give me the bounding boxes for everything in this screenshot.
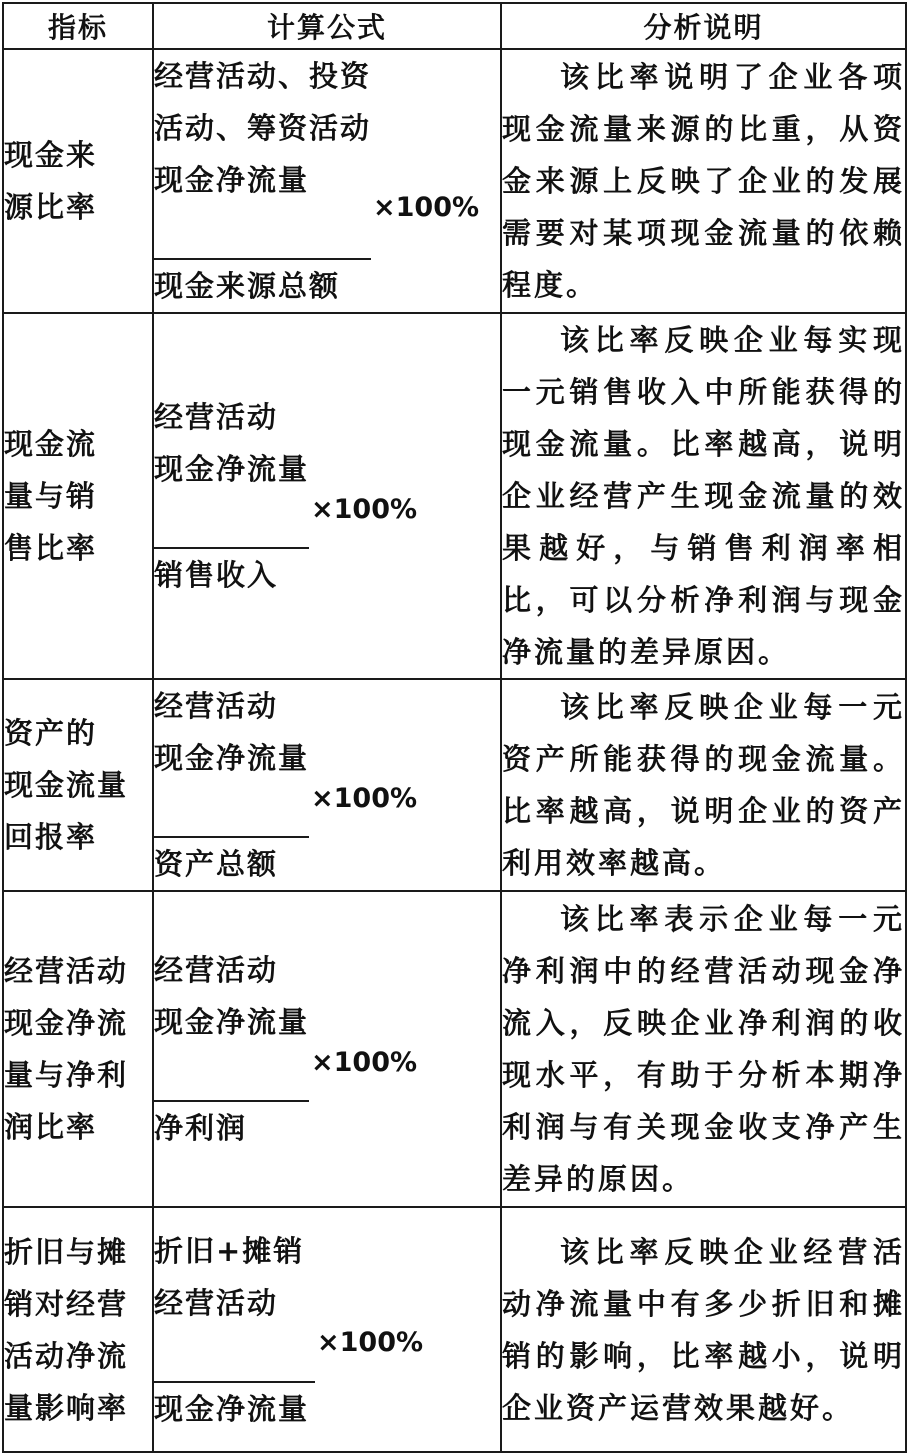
- indicator-line: 量影响率: [4, 1390, 129, 1425]
- formula-fraction: [154, 391, 417, 601]
- analysis-cell: [501, 1207, 906, 1452]
- formula-fraction: [154, 1225, 423, 1435]
- formula-multiplier: ×100%: [317, 1327, 424, 1358]
- numerator-line: 经营活动: [154, 953, 279, 987]
- formula-multiplier: ×100%: [311, 493, 418, 525]
- numerator-line: 经营活动: [154, 1285, 279, 1320]
- formula-fraction: [154, 680, 417, 890]
- indicator-cell: [3, 49, 153, 313]
- indicator-cell: [3, 891, 153, 1207]
- formula-fraction: [154, 50, 479, 312]
- formula-multiplier: ×100%: [373, 191, 480, 223]
- numerator-line: 经营活动、投资: [154, 59, 372, 93]
- indicator-line: 润比率: [4, 1110, 98, 1144]
- indicator-cell: [3, 313, 153, 679]
- formula-multiplier: ×100%: [311, 782, 418, 814]
- formula-denominator: 资产总额: [154, 836, 309, 890]
- analysis-text: 该比率反映企业每一元资产所能获得的现金流量。比率越高，说明企业的资产利用效率越高。: [502, 690, 905, 880]
- analysis-text: 该比率表示企业每一元净利润中的经营活动现金净流入，反映企业净利润的收现水平，有助于分析本期净利润与有关现金收支净产生差异的原因。: [502, 902, 905, 1196]
- formula-numerator: [154, 1225, 315, 1372]
- indicator-line: 源比率: [4, 190, 98, 224]
- formula-denominator: 净利润: [154, 1100, 309, 1154]
- analysis-cell: [501, 313, 906, 679]
- table-row: [3, 679, 906, 891]
- table-row: [3, 1207, 906, 1452]
- numerator-line: 经营活动: [154, 689, 279, 723]
- numerator-line: 折旧+摊销: [154, 1233, 305, 1268]
- numerator-line: 现金净流量: [154, 452, 310, 486]
- header-row: [3, 3, 906, 49]
- formula-fraction: [154, 944, 417, 1154]
- indicator-line: 销对经营: [4, 1286, 129, 1321]
- formula-numerator: [154, 944, 309, 1091]
- analysis-text: 该比率反映企业每实现一元销售收入中所能获得的现金流量。比率越高，说明企业经营产生现金流量的效果越好，与销售利润率相比，可以分析净利润与现金净流量的差异原因。: [502, 323, 905, 669]
- indicator-cell: [3, 1207, 153, 1452]
- header-analysis: 分析说明: [501, 3, 906, 49]
- indicator-line: 资产的: [4, 716, 98, 750]
- indicator-line: 活动净流: [4, 1338, 129, 1373]
- table-row: [3, 49, 906, 313]
- indicator-line: 现金来: [4, 138, 98, 172]
- numerator-line: 活动、筹资活动: [154, 111, 372, 145]
- numerator-line: 现金净流量: [154, 1005, 310, 1039]
- indicator-line: 现金净流: [4, 1006, 129, 1040]
- indicator-line: 折旧与摊: [4, 1234, 129, 1269]
- table-row: [3, 891, 906, 1207]
- formula-numerator: [154, 391, 309, 538]
- indicator-line: 回报率: [4, 820, 98, 854]
- formula-numerator: [154, 50, 371, 249]
- indicator-line: 经营活动: [4, 954, 129, 988]
- analysis-text: 该比率反映企业经营活动净流量中有多少折旧和摊销的影响，比率越小，说明企业资产运营效果越好。: [502, 1234, 905, 1425]
- formula-numerator: [154, 680, 309, 827]
- formula-cell: [153, 679, 501, 891]
- formula-cell: [153, 891, 501, 1207]
- indicator-line: 现金流: [4, 427, 98, 461]
- ratio-table: [2, 2, 907, 1453]
- indicator-cell: [3, 679, 153, 891]
- numerator-line: 现金净流量: [154, 163, 310, 197]
- formula-multiplier: ×100%: [311, 1046, 418, 1078]
- analysis-cell: [501, 679, 906, 891]
- formula-cell: [153, 1207, 501, 1452]
- numerator-line: 现金净流量: [154, 741, 310, 775]
- formula-cell: [153, 313, 501, 679]
- indicator-line: 量与净利: [4, 1058, 129, 1092]
- analysis-cell: [501, 49, 906, 313]
- indicator-line: 量与销: [4, 479, 98, 513]
- formula-cell: [153, 49, 501, 313]
- header-indicator: 指标: [3, 3, 153, 49]
- header-formula: 计算公式: [153, 3, 501, 49]
- numerator-line: 经营活动: [154, 400, 279, 434]
- analysis-text: 该比率说明了企业各项现金流量来源的比重，从资金来源上反映了企业的发展需要对某项现金流量的依赖程度。: [502, 60, 905, 302]
- table-row: [3, 313, 906, 679]
- formula-denominator: 现金净流量: [154, 1381, 315, 1435]
- formula-denominator: 销售收入: [154, 547, 309, 601]
- indicator-line: 现金流量: [4, 768, 129, 802]
- formula-denominator: 现金来源总额: [154, 258, 371, 312]
- analysis-cell: [501, 891, 906, 1207]
- indicator-line: 售比率: [4, 531, 98, 565]
